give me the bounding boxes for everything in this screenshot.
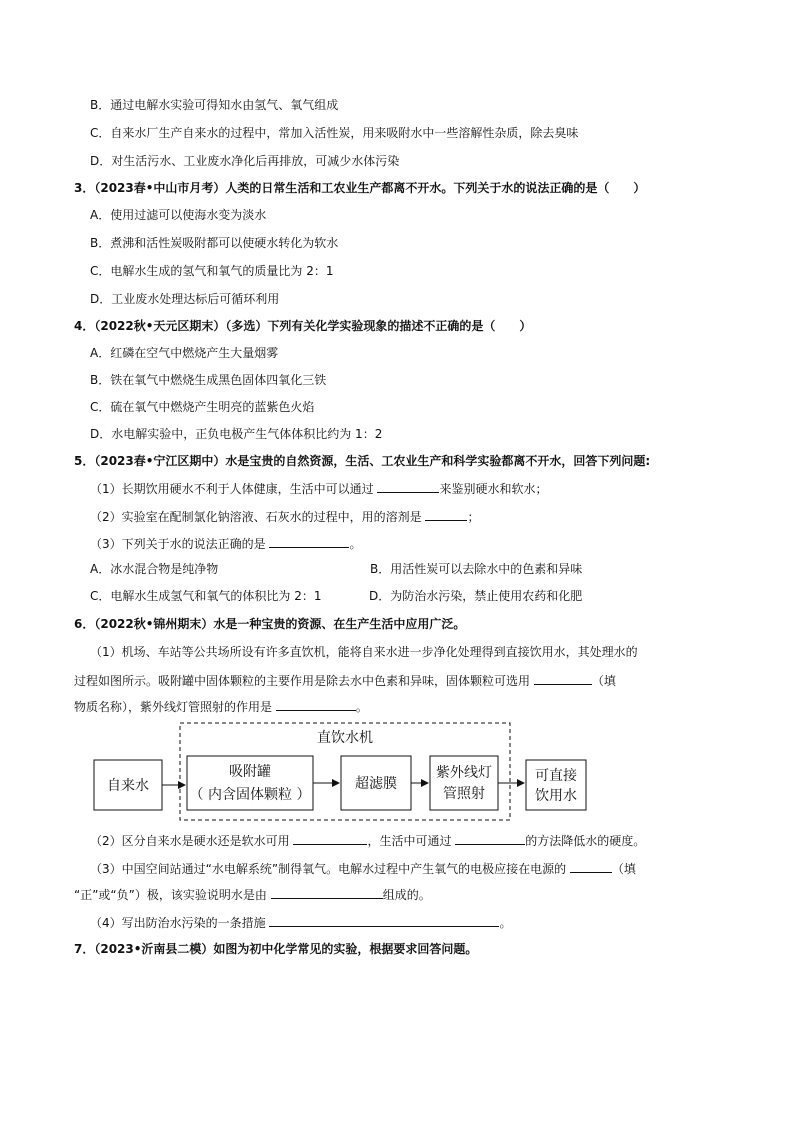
q3-option-a: A．使用过滤可以使海水变为淡水 [90,208,267,222]
q6-sub1-line2 [74,672,616,689]
q2-option-c: C．自来水厂生产自来水的过程中，常加入活性炭，用来吸附水中一些溶解性杂质，除去臭味 [90,126,579,140]
q6-sub1-line2-tail: （填 [591,674,616,688]
q6-sub2-mid: ，生活中可通过 [367,834,456,848]
q6-sub2-blank2[interactable] [455,832,525,845]
box-adsorption-tank-line2: （ 内含固体颗粒 ） [189,787,311,803]
q5-sub2-tail: ； [467,510,480,524]
q3-option-b: B．煮沸和活性炭吸附都可以使硬水转化为软水 [90,236,339,250]
purifier-group-label: 直饮水机 [317,730,373,746]
q6-sub3-blank1[interactable] [570,860,612,873]
q6-sub3-line2 [74,886,431,903]
q5-sub2-blank[interactable] [425,508,467,521]
q5-sub1-text: （1）长期饮用硬水不利于人体健康，生活中可以通过 [90,482,378,496]
q5-sub1 [90,480,547,497]
q6-sub4-tail: 。 [499,916,512,930]
box-drinkable-water-line2: 饮用水 [535,788,577,804]
q5-option-b: B．用活性炭可以去除水中的色素和异味 [370,562,583,576]
box-ultrafiltration [341,756,411,810]
q5-stem: 5．（2023春•宁江区期中）水是宝贵的自然资源，生活、工农业生产和科学实验都离不开水，回答下列问题: [74,454,651,468]
box-tap-water-label: 自来水 [107,778,149,794]
q5-sub3-tail: 。 [349,537,362,551]
q6-sub3-line2-text: “正”或“负”）极，该实验说明水是由 [74,888,271,902]
box-ultrafiltration-label: 超滤膜 [355,776,397,792]
q6-sub3-line1 [90,860,636,877]
q6-sub4-text: （4）写出防治水污染的一条措施 [90,916,270,930]
box-adsorption-tank [187,756,313,810]
q5-sub2 [90,508,479,525]
q5-sub1-tail: 来鉴别硬水和软水； [439,482,548,496]
box-uv-lamp-line2: 管照射 [443,786,485,802]
q7-stem: 7．（2023•沂南县二模）如图为初中化学常见的实验，根据要求回答问题。 [74,942,478,956]
q6-sub3-blank2[interactable] [271,886,383,899]
q5-option-d: D．为防治水污染，禁止使用农药和化肥 [369,589,583,603]
q3-stem: 3．（2023春•中山市月考）人类的日常生活和工农业生产都离不开水。下列关于水的说法正确的是（ ） [74,181,646,195]
q6-sub2 [90,832,645,849]
q5-option-a: A．冰水混合物是纯净物 [90,562,219,576]
q6-sub1-line3 [74,698,368,715]
purifier-group-frame [180,723,510,820]
q3-option-d: D．工业废水处理达标后可循环利用 [90,292,280,306]
box-drinkable-water-line1: 可直接 [535,768,577,784]
q4-option-a: A．红磷在空气中燃烧产生大量烟雾 [90,346,279,360]
q4-option-d: D．水电解实验中，正负电极产生气体体积比约为 1：2 [90,427,383,441]
q2-option-d: D．对生活污水、工业废水净化后再排放，可减少水体污染 [90,154,400,168]
q6-sub2-tail: 的方法降低水的硬度。 [525,834,646,848]
q6-stem: 6．（2022秋•锦州期末）水是一种宝贵的资源、在生产生活中应用广泛。 [74,617,466,631]
q6-sub3-line2-tail: 组成的。 [382,888,431,902]
q6-sub2-blank1[interactable] [293,832,367,845]
box-adsorption-tank-line1: 吸附罐 [229,764,271,780]
q4-option-b: B．铁在氧气中燃烧生成黑色固体四氧化三铁 [90,373,327,387]
q6-sub1-line1: （1）机场、车站等公共场所设有许多直饮机，能将自来水进一步净化处理得到直接饮用水，其处理水的 [90,645,638,659]
box-drinkable-water [526,760,586,810]
box-tap-water [94,760,162,810]
q3-option-c: C．电解水生成的氢气和氧气的质量比为 2：1 [90,264,334,278]
q5-option-c: C．电解水生成氢气和氧气的体积比为 2：1 [90,589,322,603]
q6-sub1-blank1[interactable] [534,672,592,685]
q6-sub4-blank[interactable] [269,914,499,927]
q2-option-b: B．通过电解水实验可得知水由氢气、氧气组成 [90,98,339,112]
q6-sub4 [90,914,511,931]
q5-sub3-text: （3）下列关于水的说法正确的是 [90,537,270,551]
box-uv-lamp-line1: 紫外线灯 [436,765,492,781]
box-uv-lamp [430,756,498,810]
q6-sub3-line1-tail: （填 [611,862,636,876]
q5-sub3 [90,535,361,552]
q6-sub1-blank2[interactable] [276,698,356,711]
q6-sub1-line3-text: 物质名称），紫外线灯管照射的作用是 [74,700,276,714]
q5-sub3-blank[interactable] [269,535,349,548]
q4-option-c: C．硫在氧气中燃烧产生明亮的蓝紫色火焰 [90,400,315,414]
q5-sub2-text: （2）实验室在配制氯化钠溶液、石灰水的过程中，用的溶剂是 [90,510,426,524]
q6-sub1-line2-text: 过程如图所示。吸附罐中固体颗粒的主要作用是除去水中色素和异味，固体颗粒可选用 [74,674,534,688]
q4-stem: 4．（2022秋•天元区期末）（多选）下列有关化学实验现象的描述不正确的是（ ） [74,319,532,333]
q5-sub1-blank[interactable] [377,480,439,493]
q6-sub2-text: （2）区分自来水是硬水还是软水可用 [90,834,294,848]
q6-sub3-line1-text: （3）中国空间站通过“水电解系统”制得氧气。电解水过程中产生氧气的电极应接在电源的 [90,862,570,876]
q6-sub1-line3-tail: 。 [355,700,368,714]
